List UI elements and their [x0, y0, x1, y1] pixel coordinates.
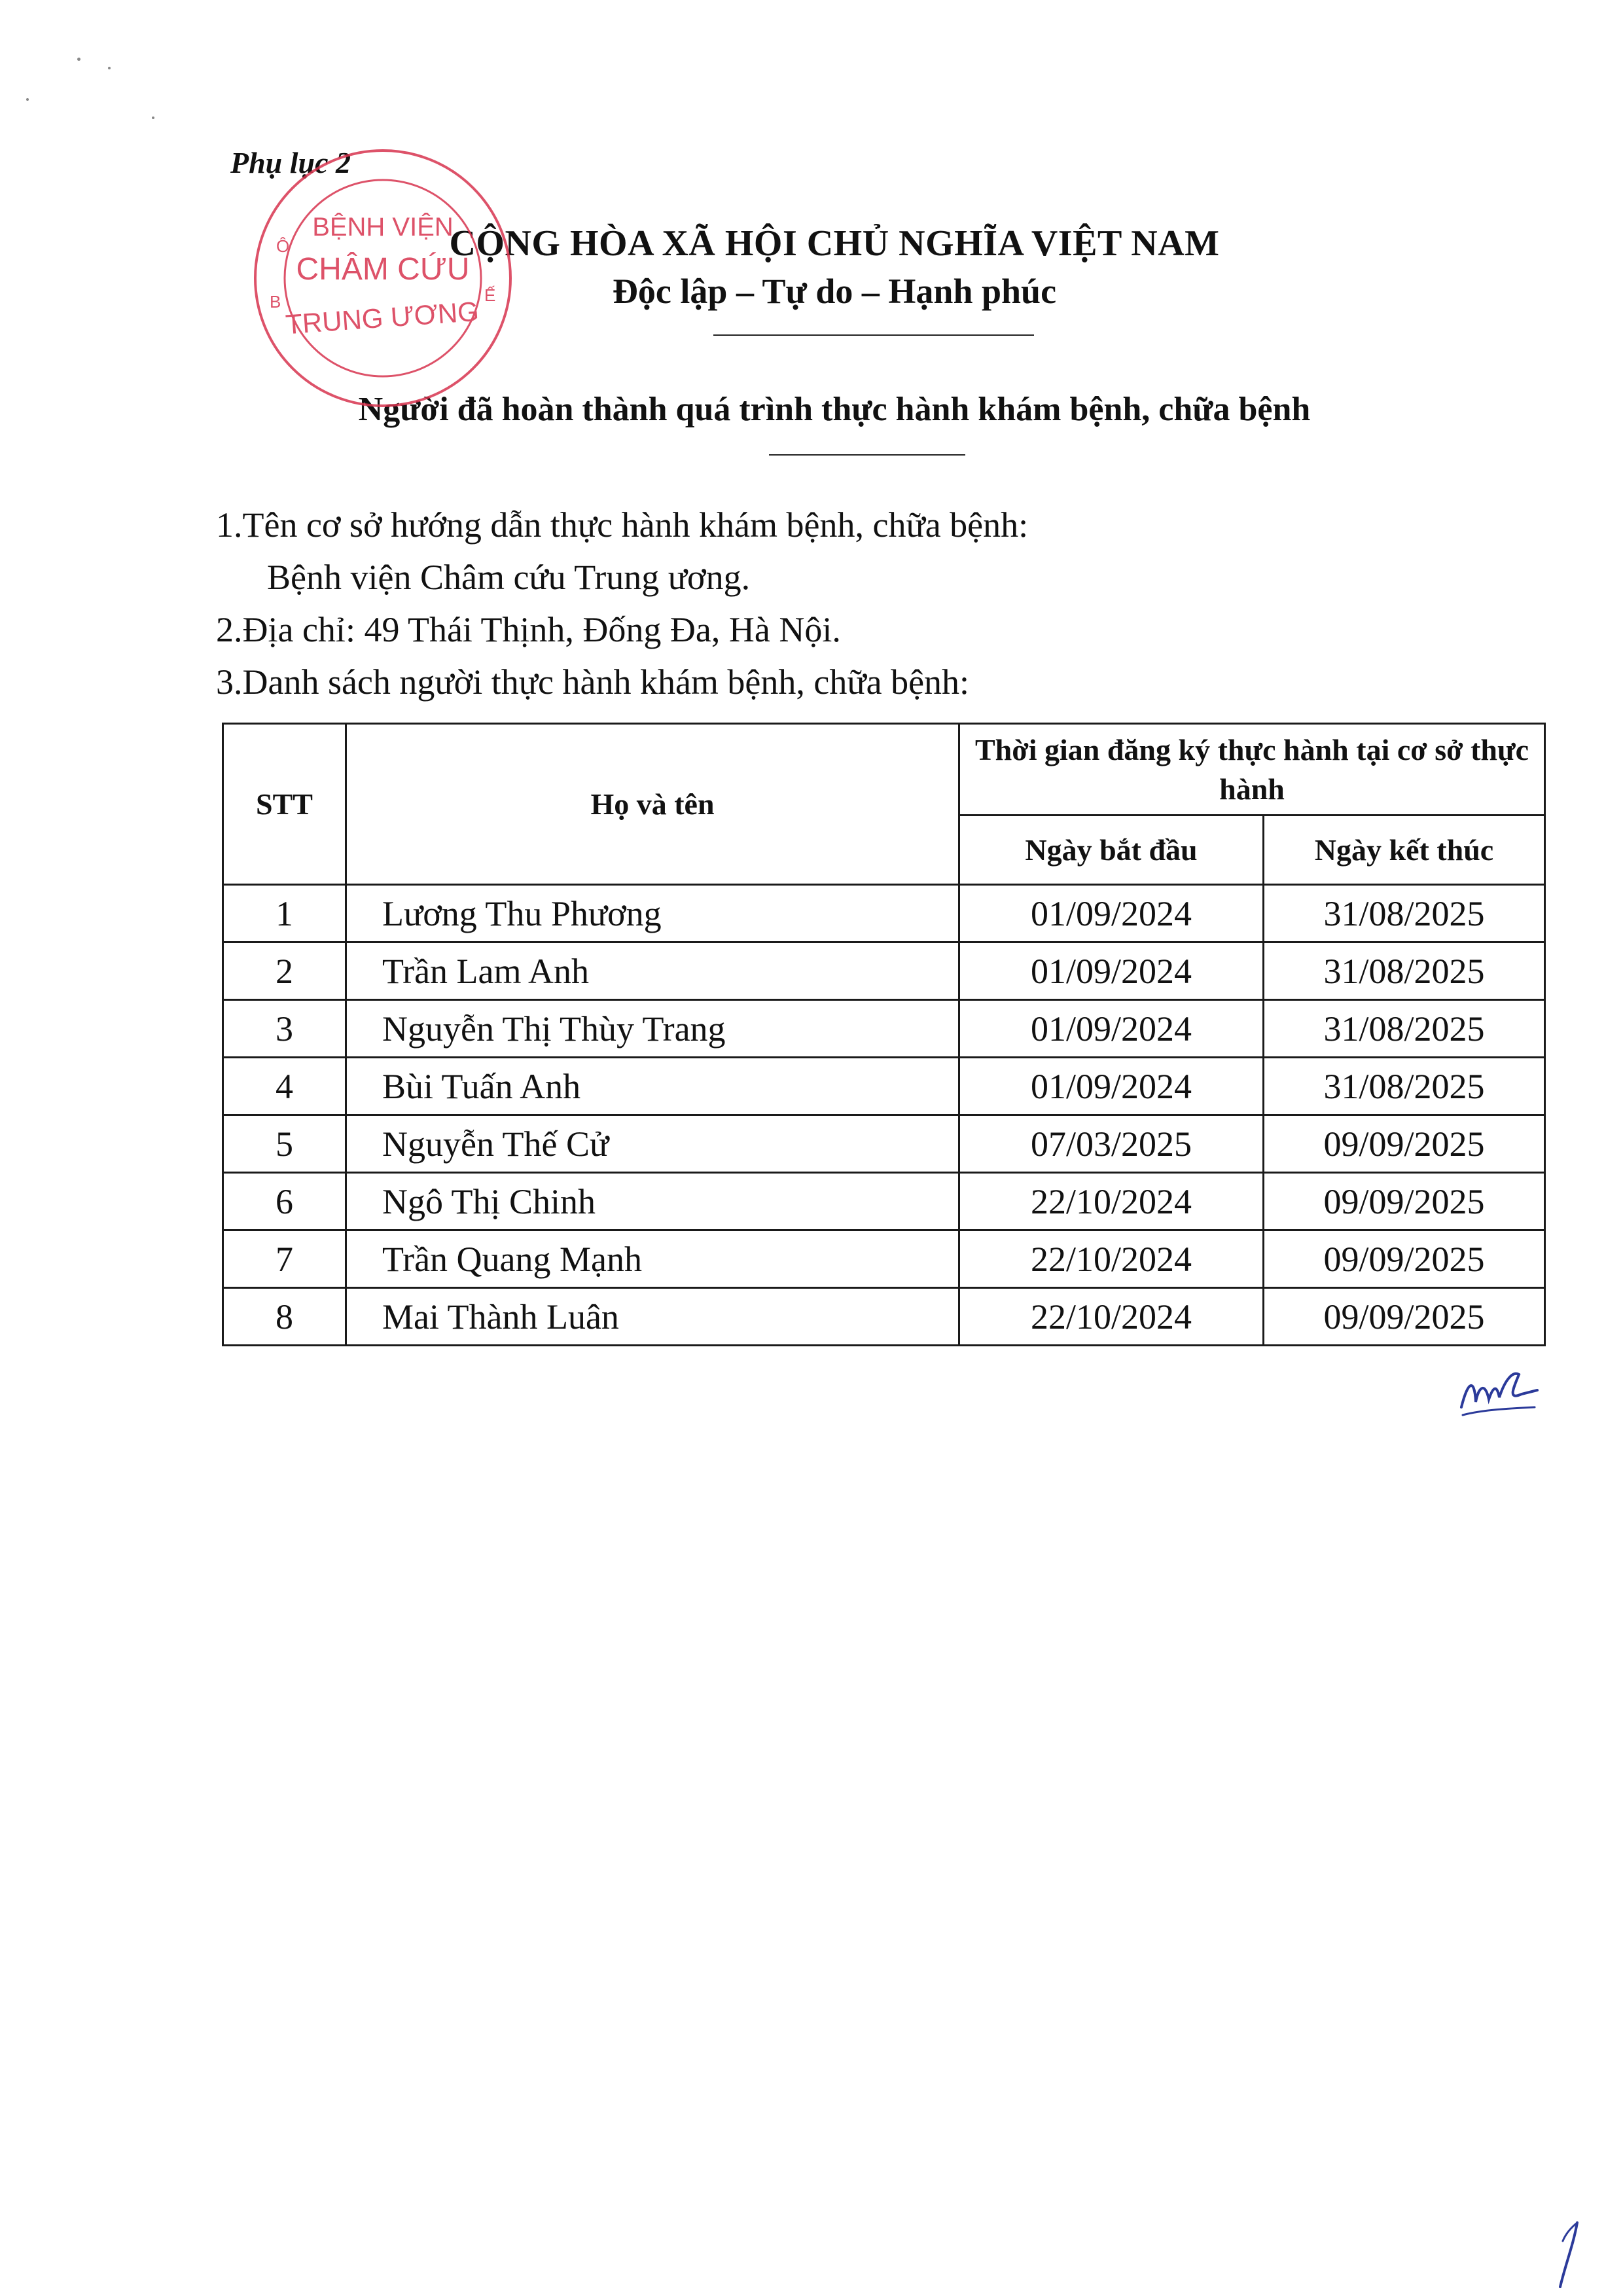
table-row — [223, 1230, 1545, 1288]
page-mark — [1551, 2219, 1590, 2291]
row-end-date: 09/09/2025 — [1264, 1288, 1545, 1346]
row-end-date: 31/08/2025 — [1264, 1000, 1545, 1058]
practitioner-list-label: 3.Danh sách người thực hành khám bệnh, chữa bệnh: — [216, 662, 970, 702]
scan-speck — [77, 58, 80, 61]
row-name: Trần Lam Anh — [346, 942, 959, 1000]
table-row — [223, 1000, 1545, 1058]
scan-speck — [108, 67, 111, 69]
table-row — [223, 1173, 1545, 1230]
header-full-name: Họ và tên — [346, 724, 959, 885]
row-name: Ngô Thị Chinh — [346, 1173, 959, 1230]
seal-rim-letter: B — [270, 292, 281, 312]
row-start-date: 07/03/2025 — [959, 1115, 1264, 1173]
row-stt: 8 — [223, 1288, 346, 1346]
header-stt: STT — [223, 724, 346, 885]
table-row — [223, 1288, 1545, 1346]
row-stt: 2 — [223, 942, 346, 1000]
row-stt: 3 — [223, 1000, 346, 1058]
practitioner-table — [222, 723, 1546, 1346]
row-name: Mai Thành Luân — [346, 1288, 959, 1346]
initials-signature — [1456, 1361, 1541, 1420]
table-row — [223, 1115, 1545, 1173]
table-row — [223, 1058, 1545, 1115]
facility-name-value: Bệnh viện Châm cứu Trung ương. — [267, 558, 751, 597]
seal-line-1: BỆNH VIỆN — [312, 213, 454, 242]
row-end-date: 31/08/2025 — [1264, 885, 1545, 942]
row-end-date: 09/09/2025 — [1264, 1115, 1545, 1173]
scan-speck — [26, 98, 29, 101]
header-start-date: Ngày bắt đầu — [959, 816, 1264, 885]
row-stt: 7 — [223, 1230, 346, 1288]
seal-rim-letter: Ô — [276, 236, 290, 256]
row-name: Lương Thu Phương — [346, 885, 959, 942]
national-motto: Độc lập – Tự do – Hạnh phúc — [612, 272, 1057, 311]
scan-speck — [152, 117, 154, 119]
seal-rim-letter: Ế — [484, 285, 496, 305]
row-start-date: 22/10/2024 — [959, 1230, 1264, 1288]
row-name: Nguyễn Thị Thùy Trang — [346, 1000, 959, 1058]
row-start-date: 01/09/2024 — [959, 885, 1264, 942]
table-row — [223, 942, 1545, 1000]
row-end-date: 09/09/2025 — [1264, 1230, 1545, 1288]
seal-line-3: TRUNG ƯƠNG — [284, 295, 480, 340]
facility-address: 2.Địa chỉ: 49 Thái Thịnh, Đống Đa, Hà Nội. — [216, 610, 841, 649]
row-name: Bùi Tuấn Anh — [346, 1058, 959, 1115]
row-name: Trần Quang Mạnh — [346, 1230, 959, 1288]
header-registration-period: Thời gian đăng ký thực hành tại cơ sở thực hành — [959, 724, 1545, 816]
title-underline — [769, 454, 965, 456]
row-start-date: 22/10/2024 — [959, 1288, 1264, 1346]
row-stt: 1 — [223, 885, 346, 942]
row-stt: 6 — [223, 1173, 346, 1230]
hospital-seal — [242, 141, 537, 416]
row-stt: 4 — [223, 1058, 346, 1115]
row-end-date: 31/08/2025 — [1264, 1058, 1545, 1115]
seal-line-2: CHÂM CỨU — [296, 252, 470, 287]
row-start-date: 01/09/2024 — [959, 942, 1264, 1000]
header-end-date: Ngày kết thúc — [1264, 816, 1545, 885]
row-end-date: 09/09/2025 — [1264, 1173, 1545, 1230]
facility-name-label: 1.Tên cơ sở hướng dẫn thực hành khám bệnh, chữa bệnh: — [216, 505, 1029, 545]
appendix-label: Phụ lục 2 — [230, 146, 351, 179]
document-title: Người đã hoàn thành quá trình thực hành khám bệnh, chữa bệnh — [358, 391, 1311, 428]
row-name: Nguyễn Thế Cử — [346, 1115, 959, 1173]
row-stt: 5 — [223, 1115, 346, 1173]
row-start-date: 01/09/2024 — [959, 1000, 1264, 1058]
row-end-date: 31/08/2025 — [1264, 942, 1545, 1000]
motto-underline — [713, 334, 1034, 336]
national-heading: CỘNG HÒA XÃ HỘI CHỦ NGHĨA VIỆT NAM — [449, 223, 1220, 264]
table-row — [223, 885, 1545, 942]
row-start-date: 22/10/2024 — [959, 1173, 1264, 1230]
row-start-date: 01/09/2024 — [959, 1058, 1264, 1115]
